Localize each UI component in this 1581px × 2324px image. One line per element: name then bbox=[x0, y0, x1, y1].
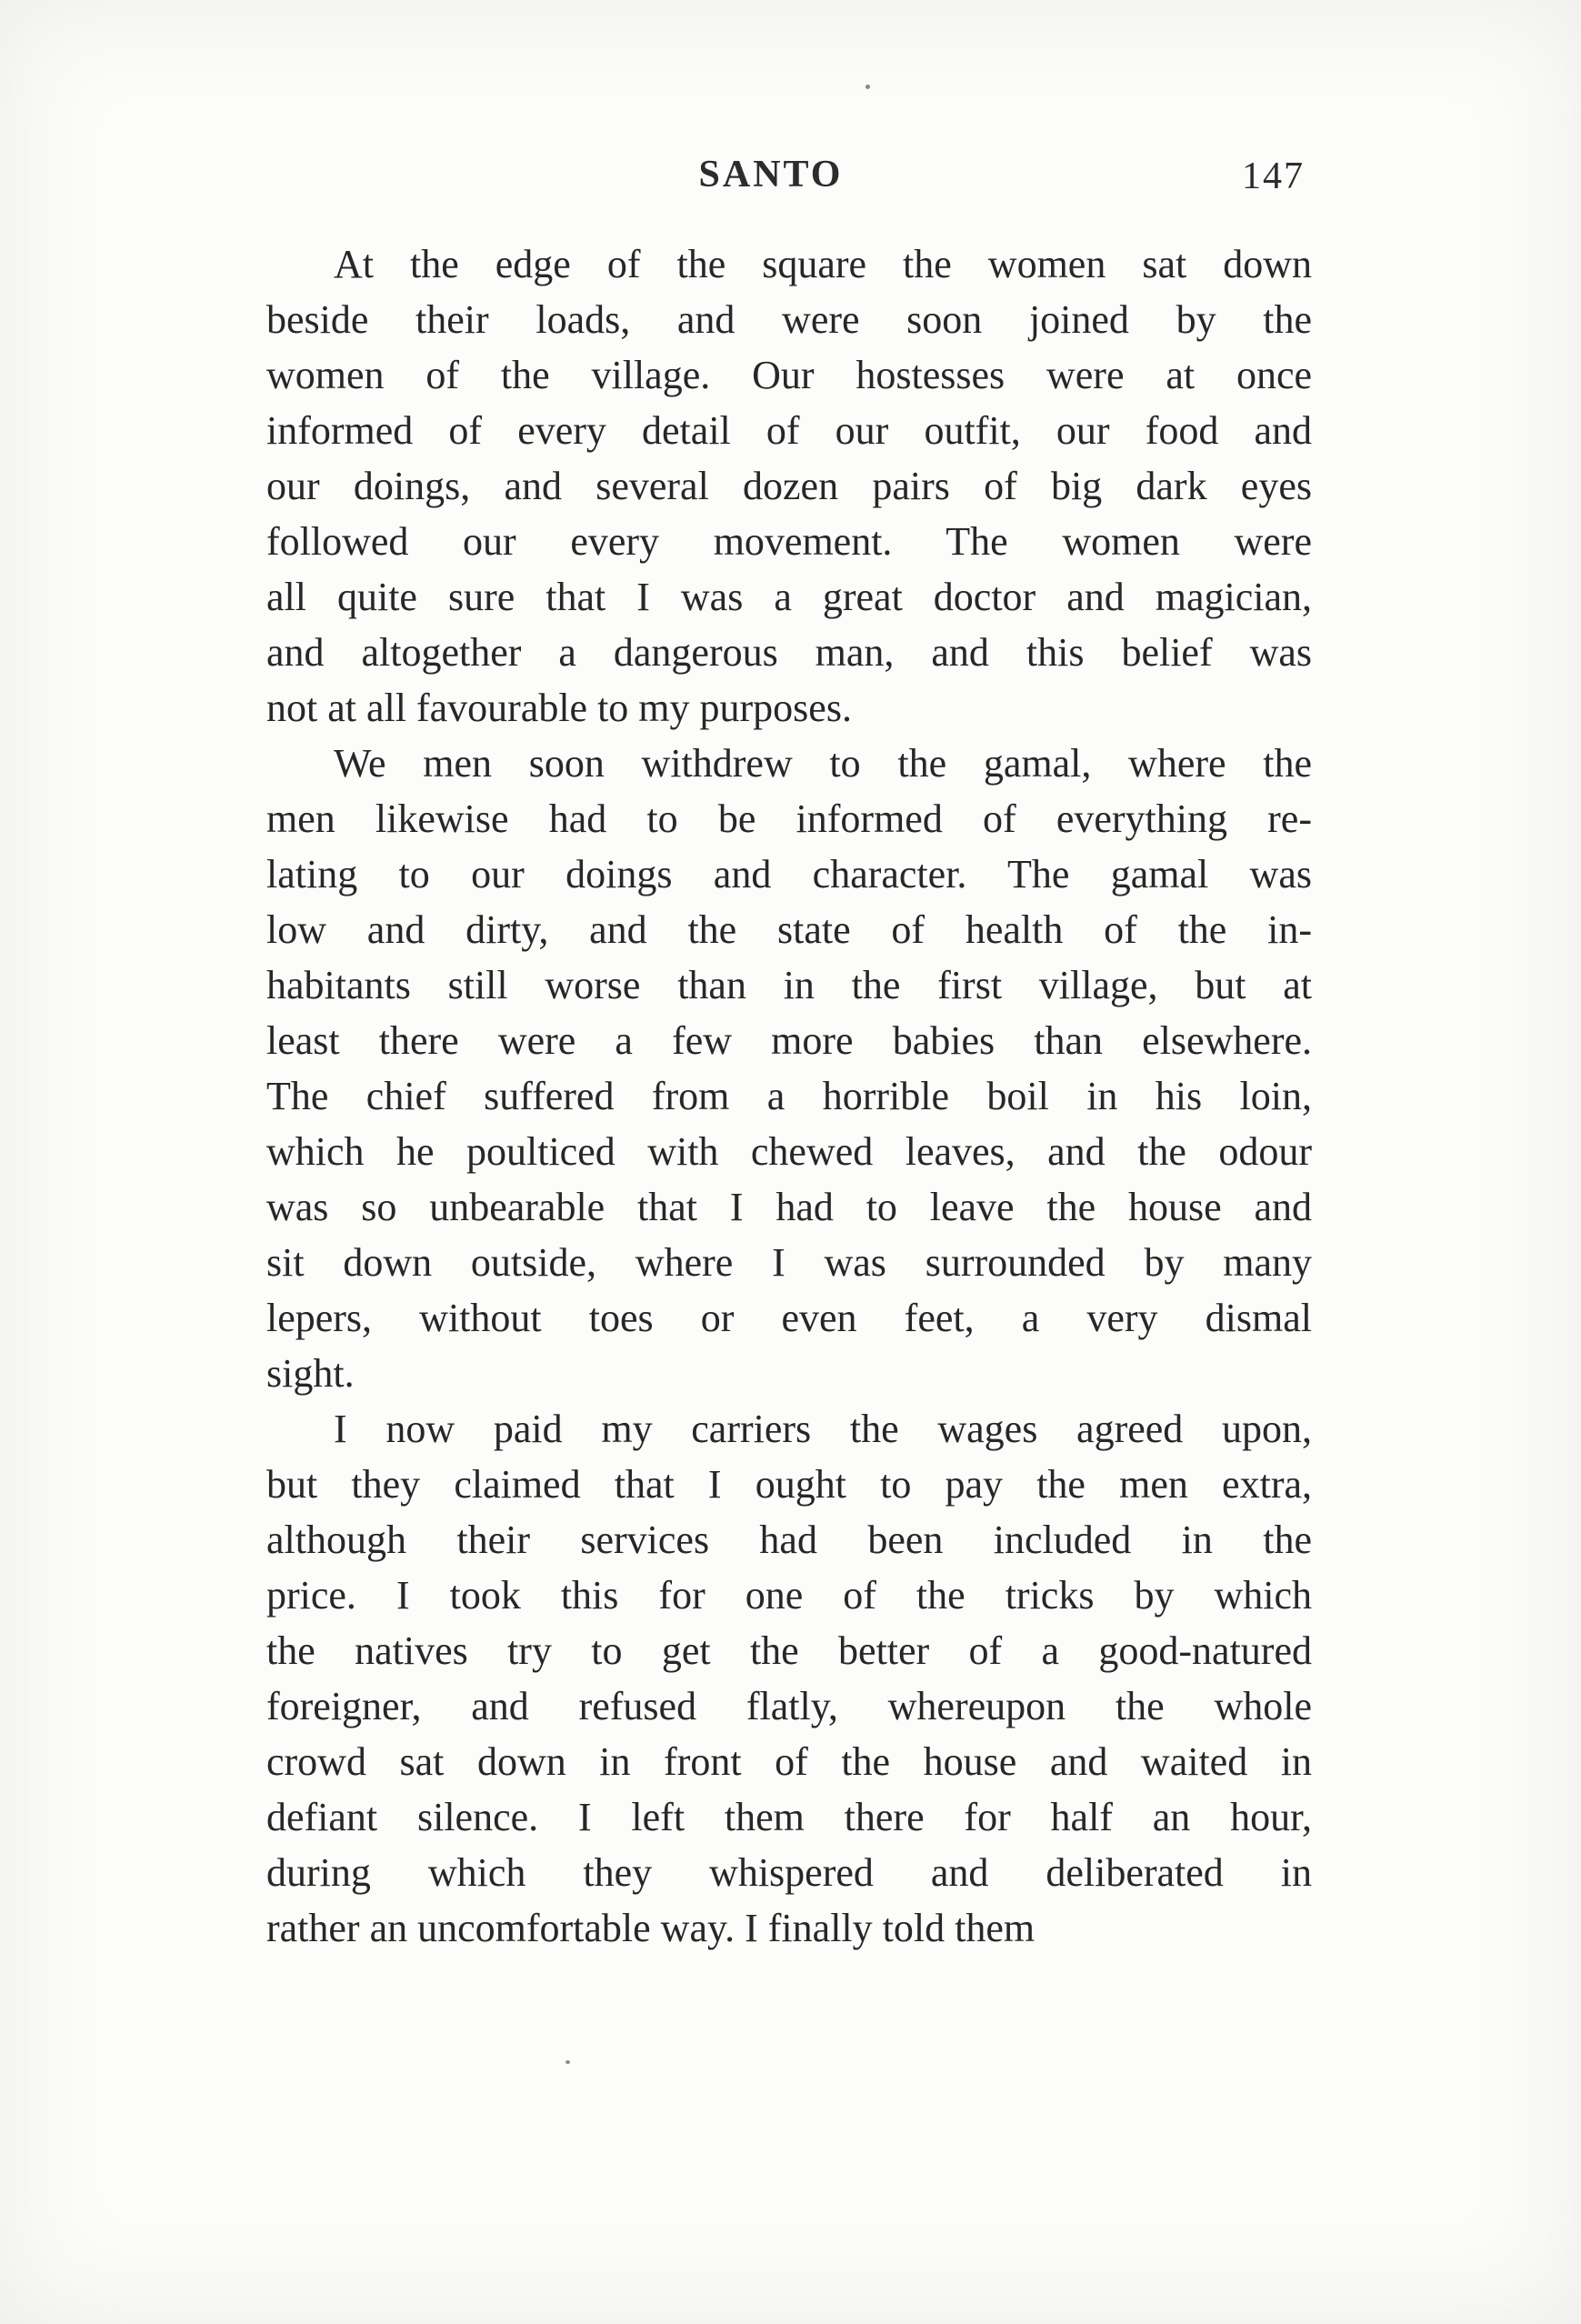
scan-speck bbox=[565, 2060, 570, 2064]
scan-speck bbox=[866, 85, 870, 89]
text-line: habitants still worse than in the first village, but at bbox=[266, 963, 1312, 1007]
text-line: the natives try to get the better of a good-natured bbox=[266, 1628, 1312, 1673]
paragraph bbox=[266, 736, 1312, 1401]
text-block bbox=[266, 153, 1312, 1956]
page-number: 147 bbox=[1242, 155, 1305, 197]
text-line: I now paid my carriers the wages agreed upon, bbox=[334, 1407, 1312, 1451]
paragraph bbox=[266, 236, 1312, 736]
text-line: men likewise had to be informed of everything re- bbox=[266, 796, 1312, 841]
text-line: low and dirty, and the state of health of the in- bbox=[266, 907, 1312, 952]
text-line: which he poulticed with chewed leaves, and the odour bbox=[266, 1129, 1312, 1174]
text-line: informed of every detail of our outfit, our food and bbox=[266, 408, 1312, 453]
text-line: followed our every movement. The women were bbox=[266, 519, 1312, 564]
text-line: women of the village. Our hostesses were at once bbox=[266, 353, 1312, 397]
text-line: foreigner, and refused flatly, whereupon the whole bbox=[266, 1684, 1312, 1728]
running-header bbox=[266, 153, 1312, 211]
page-title: SANTO bbox=[698, 154, 844, 195]
text-line: defiant silence. I left them there for half an hour, bbox=[266, 1795, 1312, 1839]
text-line: The chief suffered from a horrible boil in his loin, bbox=[266, 1074, 1312, 1118]
text-line: but they claimed that I ought to pay the men extra, bbox=[266, 1462, 1312, 1507]
text-line: all quite sure that I was a great doctor and magician, bbox=[266, 575, 1312, 619]
page-body bbox=[266, 236, 1312, 1956]
text-line: was so unbearable that I had to leave the house and bbox=[266, 1185, 1312, 1229]
text-line: although their services had been included in the bbox=[266, 1518, 1312, 1562]
text-line: We men soon withdrew to the gamal, where the bbox=[334, 741, 1312, 786]
paragraph bbox=[266, 1401, 1312, 1956]
text-line: rather an uncomfortable way. I finally told them bbox=[266, 1906, 1036, 1950]
text-line: At the edge of the square the women sat down bbox=[334, 242, 1312, 286]
text-line: during which they whispered and deliberated in bbox=[266, 1850, 1312, 1895]
text-line: least there were a few more babies than elsewhere. bbox=[266, 1018, 1312, 1063]
text-line: sit down outside, where I was surrounded by many bbox=[266, 1240, 1312, 1285]
text-line: not at all favourable to my purposes. bbox=[266, 686, 852, 730]
text-line: price. I took this for one of the tricks by which bbox=[266, 1573, 1312, 1618]
text-line: lepers, without toes or even feet, a very dismal bbox=[266, 1296, 1312, 1340]
text-line: lating to our doings and character. The gamal was bbox=[266, 852, 1312, 897]
text-line: our doings, and several dozen pairs of big dark eyes bbox=[266, 464, 1312, 508]
text-line: and altogether a dangerous man, and this belief was bbox=[266, 630, 1312, 675]
text-line: crowd sat down in front of the house and waited in bbox=[266, 1739, 1312, 1784]
text-line: beside their loads, and were soon joined by the bbox=[266, 297, 1312, 342]
text-line: sight. bbox=[266, 1351, 355, 1396]
